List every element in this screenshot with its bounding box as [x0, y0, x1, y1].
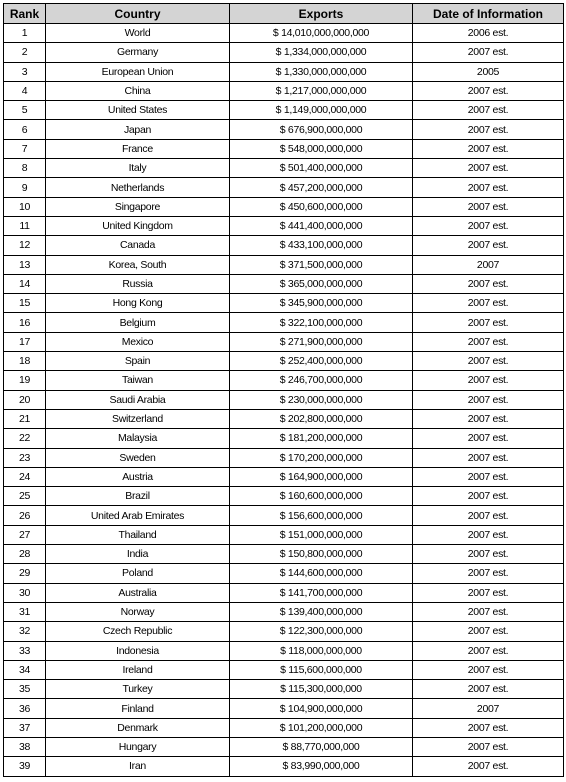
rank-cell: 5 [4, 101, 46, 120]
date-cell: 2007 est. [413, 352, 564, 371]
table-row [4, 564, 564, 583]
table-row [4, 62, 564, 81]
country-cell: Brazil [46, 487, 230, 506]
table-row [4, 680, 564, 699]
exports-cell: $ 548,000,000,000 [230, 139, 413, 158]
exports-cell: $ 345,900,000,000 [230, 294, 413, 313]
country-cell: Germany [46, 43, 230, 62]
exports-cell: $ 271,900,000,000 [230, 332, 413, 351]
exports-cell: $ 1,217,000,000,000 [230, 81, 413, 100]
date-cell: 2007 est. [413, 81, 564, 100]
date-cell: 2007 est. [413, 332, 564, 351]
exports-cell: $ 441,400,000,000 [230, 216, 413, 235]
exports-cell: $ 101,200,000,000 [230, 718, 413, 737]
table-row [4, 506, 564, 525]
table-row [4, 43, 564, 62]
table-row [4, 332, 564, 351]
date-cell: 2007 est. [413, 757, 564, 776]
rank-cell: 8 [4, 159, 46, 178]
exports-cell: $ 170,200,000,000 [230, 448, 413, 467]
table-row [4, 390, 564, 409]
date-cell: 2007 est. [413, 294, 564, 313]
table-row [4, 429, 564, 448]
rank-cell: 4 [4, 81, 46, 100]
table-row [4, 352, 564, 371]
exports-cell: $ 104,900,000,000 [230, 699, 413, 718]
table-row [4, 236, 564, 255]
country-cell: Singapore [46, 197, 230, 216]
date-cell: 2007 est. [413, 216, 564, 235]
country-cell: India [46, 545, 230, 564]
country-cell: Denmark [46, 718, 230, 737]
exports-cell: $ 371,500,000,000 [230, 255, 413, 274]
rank-cell: 13 [4, 255, 46, 274]
table-row [4, 718, 564, 737]
exports-cell: $ 322,100,000,000 [230, 313, 413, 332]
table-row [4, 216, 564, 235]
country-cell: Austria [46, 467, 230, 486]
date-cell: 2007 est. [413, 43, 564, 62]
country-cell: Belgium [46, 313, 230, 332]
exports-cell: $ 1,149,000,000,000 [230, 101, 413, 120]
country-cell: Finland [46, 699, 230, 718]
date-cell: 2007 est. [413, 313, 564, 332]
country-cell: Japan [46, 120, 230, 139]
date-cell: 2007 [413, 699, 564, 718]
country-cell: Turkey [46, 680, 230, 699]
rank-cell: 21 [4, 409, 46, 428]
rank-cell: 7 [4, 139, 46, 158]
exports-cell: $ 181,200,000,000 [230, 429, 413, 448]
date-cell: 2007 est. [413, 101, 564, 120]
date-cell: 2007 est. [413, 680, 564, 699]
exports-cell: $ 457,200,000,000 [230, 178, 413, 197]
exports-cell: $ 246,700,000,000 [230, 371, 413, 390]
rank-cell: 12 [4, 236, 46, 255]
date-cell: 2007 est. [413, 448, 564, 467]
table-row [4, 448, 564, 467]
table-row [4, 641, 564, 660]
country-cell: United States [46, 101, 230, 120]
date-cell: 2007 est. [413, 622, 564, 641]
country-cell: United Kingdom [46, 216, 230, 235]
country-cell: Ireland [46, 660, 230, 679]
table-row [4, 737, 564, 756]
date-cell: 2007 est. [413, 487, 564, 506]
exports-cell: $ 433,100,000,000 [230, 236, 413, 255]
country-cell: Hungary [46, 737, 230, 756]
country-cell: Australia [46, 583, 230, 602]
country-cell: Malaysia [46, 429, 230, 448]
date-cell: 2007 est. [413, 525, 564, 544]
date-cell: 2005 [413, 62, 564, 81]
date-cell: 2007 est. [413, 602, 564, 621]
rank-cell: 1 [4, 24, 46, 43]
date-cell: 2007 est. [413, 583, 564, 602]
exports-cell: $ 156,600,000,000 [230, 506, 413, 525]
table-row [4, 139, 564, 158]
country-cell: Switzerland [46, 409, 230, 428]
rank-cell: 18 [4, 352, 46, 371]
date-cell: 2007 est. [413, 506, 564, 525]
exports-cell: $ 202,800,000,000 [230, 409, 413, 428]
header-country: Country [46, 4, 230, 24]
country-cell: Russia [46, 274, 230, 293]
country-cell: United Arab Emirates [46, 506, 230, 525]
table-row [4, 757, 564, 776]
date-cell: 2007 est. [413, 429, 564, 448]
rank-cell: 15 [4, 294, 46, 313]
table-row [4, 409, 564, 428]
date-cell: 2007 est. [413, 660, 564, 679]
exports-cell: $ 501,400,000,000 [230, 159, 413, 178]
date-cell: 2007 est. [413, 409, 564, 428]
rank-cell: 28 [4, 545, 46, 564]
exports-cell: $ 164,900,000,000 [230, 467, 413, 486]
header-rank: Rank [4, 4, 46, 24]
country-cell: World [46, 24, 230, 43]
date-cell: 2007 est. [413, 641, 564, 660]
rank-cell: 22 [4, 429, 46, 448]
rank-cell: 26 [4, 506, 46, 525]
table-row [4, 699, 564, 718]
table-row [4, 178, 564, 197]
date-cell: 2007 est. [413, 564, 564, 583]
exports-cell: $ 122,300,000,000 [230, 622, 413, 641]
exports-cell: $ 139,400,000,000 [230, 602, 413, 621]
table-row [4, 602, 564, 621]
table-row [4, 24, 564, 43]
table-row [4, 120, 564, 139]
country-cell: Taiwan [46, 371, 230, 390]
table-row [4, 274, 564, 293]
country-cell: Mexico [46, 332, 230, 351]
table-row [4, 197, 564, 216]
rank-cell: 39 [4, 757, 46, 776]
rank-cell: 27 [4, 525, 46, 544]
rank-cell: 6 [4, 120, 46, 139]
country-cell: European Union [46, 62, 230, 81]
exports-cell: $ 118,000,000,000 [230, 641, 413, 660]
exports-cell: $ 151,000,000,000 [230, 525, 413, 544]
date-cell: 2007 est. [413, 467, 564, 486]
date-cell: 2007 est. [413, 178, 564, 197]
rank-cell: 23 [4, 448, 46, 467]
table-row [4, 255, 564, 274]
table-row [4, 294, 564, 313]
country-cell: Norway [46, 602, 230, 621]
country-cell: Iran [46, 757, 230, 776]
table-body [4, 24, 564, 777]
date-cell: 2007 est. [413, 737, 564, 756]
exports-cell: $ 1,330,000,000,000 [230, 62, 413, 81]
exports-cell: $ 160,600,000,000 [230, 487, 413, 506]
country-cell: Netherlands [46, 178, 230, 197]
rank-cell: 31 [4, 602, 46, 621]
table-row [4, 622, 564, 641]
date-cell: 2006 est. [413, 24, 564, 43]
rank-cell: 32 [4, 622, 46, 641]
rank-cell: 16 [4, 313, 46, 332]
rank-cell: 34 [4, 660, 46, 679]
date-cell: 2007 [413, 255, 564, 274]
table-row [4, 101, 564, 120]
date-cell: 2007 est. [413, 159, 564, 178]
country-cell: France [46, 139, 230, 158]
date-cell: 2007 est. [413, 390, 564, 409]
exports-cell: $ 676,900,000,000 [230, 120, 413, 139]
header-exports: Exports [230, 4, 413, 24]
header-date-of-information: Date of Information [413, 4, 564, 24]
table-row [4, 545, 564, 564]
exports-cell: $ 150,800,000,000 [230, 545, 413, 564]
country-cell: Czech Republic [46, 622, 230, 641]
rank-cell: 14 [4, 274, 46, 293]
country-cell: Canada [46, 236, 230, 255]
exports-table-container [3, 3, 563, 777]
table-row [4, 81, 564, 100]
exports-cell: $ 115,600,000,000 [230, 660, 413, 679]
country-cell: Korea, South [46, 255, 230, 274]
country-cell: Sweden [46, 448, 230, 467]
rank-cell: 24 [4, 467, 46, 486]
exports-cell: $ 1,334,000,000,000 [230, 43, 413, 62]
rank-cell: 36 [4, 699, 46, 718]
date-cell: 2007 est. [413, 274, 564, 293]
rank-cell: 20 [4, 390, 46, 409]
rank-cell: 25 [4, 487, 46, 506]
table-row [4, 525, 564, 544]
exports-cell: $ 144,600,000,000 [230, 564, 413, 583]
country-cell: Saudi Arabia [46, 390, 230, 409]
exports-cell: $ 365,000,000,000 [230, 274, 413, 293]
rank-cell: 19 [4, 371, 46, 390]
country-cell: Thailand [46, 525, 230, 544]
date-cell: 2007 est. [413, 197, 564, 216]
table-row [4, 487, 564, 506]
table-row [4, 467, 564, 486]
table-row [4, 660, 564, 679]
date-cell: 2007 est. [413, 236, 564, 255]
exports-cell: $ 141,700,000,000 [230, 583, 413, 602]
country-cell: Poland [46, 564, 230, 583]
country-cell: China [46, 81, 230, 100]
rank-cell: 17 [4, 332, 46, 351]
rank-cell: 2 [4, 43, 46, 62]
table-row [4, 159, 564, 178]
exports-cell: $ 14,010,000,000,000 [230, 24, 413, 43]
date-cell: 2007 est. [413, 371, 564, 390]
rank-cell: 30 [4, 583, 46, 602]
rank-cell: 10 [4, 197, 46, 216]
table-row [4, 371, 564, 390]
date-cell: 2007 est. [413, 545, 564, 564]
country-cell: Spain [46, 352, 230, 371]
date-cell: 2007 est. [413, 718, 564, 737]
date-cell: 2007 est. [413, 139, 564, 158]
date-cell: 2007 est. [413, 120, 564, 139]
header-row [4, 4, 564, 24]
table-row [4, 583, 564, 602]
exports-cell: $ 88,770,000,000 [230, 737, 413, 756]
exports-cell: $ 115,300,000,000 [230, 680, 413, 699]
exports-cell: $ 230,000,000,000 [230, 390, 413, 409]
exports-table [3, 3, 564, 777]
rank-cell: 35 [4, 680, 46, 699]
rank-cell: 29 [4, 564, 46, 583]
table-row [4, 313, 564, 332]
country-cell: Hong Kong [46, 294, 230, 313]
country-cell: Indonesia [46, 641, 230, 660]
rank-cell: 38 [4, 737, 46, 756]
rank-cell: 33 [4, 641, 46, 660]
exports-cell: $ 450,600,000,000 [230, 197, 413, 216]
rank-cell: 37 [4, 718, 46, 737]
exports-cell: $ 252,400,000,000 [230, 352, 413, 371]
rank-cell: 3 [4, 62, 46, 81]
rank-cell: 9 [4, 178, 46, 197]
rank-cell: 11 [4, 216, 46, 235]
country-cell: Italy [46, 159, 230, 178]
exports-cell: $ 83,990,000,000 [230, 757, 413, 776]
